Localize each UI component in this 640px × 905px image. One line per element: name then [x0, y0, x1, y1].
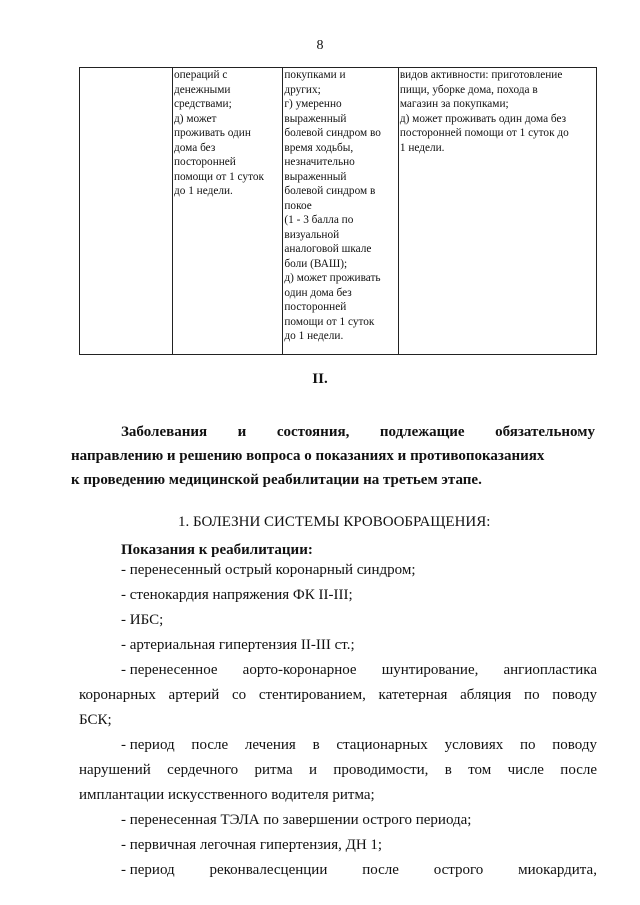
list-item-line — [79, 558, 597, 583]
list-item — [79, 733, 597, 808]
cell-text-line: до 1 недели. — [173, 185, 233, 197]
indications-label: Показания к реабилитации: — [121, 542, 313, 558]
list-item-word: острого — [433, 862, 484, 878]
cell-text-line: время ходьбы, — [284, 141, 354, 154]
section-roman-number: II. — [312, 371, 328, 387]
list-item-word: нарушений — [79, 762, 151, 778]
list-item-word: и — [308, 762, 318, 778]
list-item-word: - стенокардия напряжения ФК II-III; — [121, 587, 353, 603]
list-item-word: - первичная легочная гипертензия, ДН 1; — [121, 837, 383, 853]
cell-text-line: денежными — [173, 83, 231, 96]
cell-text-line: помощи от 1 суток — [284, 315, 375, 328]
list-item-line — [79, 708, 597, 733]
list-item-word: лечения — [244, 737, 296, 753]
list-item-word: по — [519, 737, 536, 753]
cell-text-line: пищи, уборке дома, похода в — [399, 83, 538, 96]
cell-text-line: (1 - 3 балла по — [284, 214, 354, 226]
list-item-word: - артериальная гипертензия II-III ст.; — [121, 637, 355, 653]
cell-text-line: боли (ВАШ); — [284, 257, 348, 270]
list-item-word: - период — [121, 737, 175, 753]
cell-text-line: покупками и — [284, 69, 346, 81]
continuation-table — [79, 67, 597, 355]
table-cell — [283, 68, 398, 355]
list-item-word: проводимости, — [333, 762, 429, 778]
cell-text-line: г) умеренно — [284, 98, 342, 110]
list-item-word: числе — [507, 762, 544, 778]
list-item-word: со — [231, 687, 247, 703]
list-item — [79, 558, 597, 583]
list-item — [79, 583, 597, 608]
cell-text-line: д) может проживать один дома без — [399, 112, 567, 125]
list-item-word: поводу — [552, 737, 597, 753]
list-item-word: артерий — [168, 687, 220, 703]
cell-text-line: аналоговой шкале — [284, 243, 372, 255]
list-item-word: том — [468, 762, 492, 778]
table-row — [80, 68, 597, 355]
cell-text-line: магазин за покупками; — [399, 98, 509, 110]
list-item — [79, 808, 597, 833]
cell-text-line: до 1 недели. — [284, 330, 344, 342]
list-item-word: - период — [121, 862, 175, 878]
list-item-word: сердечного — [167, 762, 239, 778]
cell-text-line: незначительно — [284, 156, 355, 168]
table-cell — [172, 68, 282, 355]
heading-word: к проведению медицинской реабилитации на третьем этапе. — [71, 472, 482, 488]
list-item-word: по — [524, 687, 540, 703]
list-item-line — [79, 608, 597, 633]
list-item — [79, 658, 597, 733]
list-item-word: - перенесенная ТЭЛА по завершении острого периода; — [121, 812, 472, 828]
cell-text-line: посторонней помощи от 1 суток до — [399, 127, 569, 139]
list-item-line — [79, 858, 597, 883]
list-item-word: миокардита, — [518, 862, 597, 878]
list-item-word: коронарных — [79, 687, 156, 703]
table-cell-empty — [80, 68, 173, 355]
heading-word: обязательному — [495, 424, 595, 440]
cell-text-line: видов активности: приготовление — [399, 69, 563, 81]
cell-text-line: д) может проживать — [284, 272, 381, 284]
list-item-word: - перенесенный острый коронарный синдром; — [121, 562, 416, 578]
table-cell — [398, 68, 596, 355]
list-item-word: БСК; — [79, 712, 112, 728]
list-item-line — [79, 833, 597, 858]
list-item-word: стентированием, — [258, 687, 366, 703]
page-number: 8 — [316, 38, 324, 53]
list-item — [79, 633, 597, 658]
cell-text-line: болевой синдром в — [284, 185, 376, 197]
list-item-word: шунтирование, — [381, 662, 479, 678]
list-item-word: - перенесенное — [121, 662, 218, 678]
cell-text-line: болевой синдром во — [284, 127, 381, 139]
subsection-title: 1. БОЛЕЗНИ СИСТЕМЫ КРОВООБРАЩЕНИЯ: — [178, 514, 491, 530]
cell-text-line: помощи от 1 суток — [173, 170, 265, 183]
list-item-word: ритма — [254, 762, 293, 778]
heading-line — [71, 444, 595, 468]
cell-text-line: 1 недели. — [399, 141, 445, 154]
cell-text-line: проживать один — [173, 127, 251, 139]
cell-text-line: выраженный — [284, 170, 347, 183]
heading-word: подлежащие — [379, 424, 465, 440]
heading-line — [71, 468, 595, 492]
list-item-word: поводу — [552, 687, 597, 703]
list-item-word: в — [444, 762, 452, 778]
list-item-word: после — [191, 737, 229, 753]
list-item-word: абляция — [460, 687, 512, 703]
cell-text-line: средствами; — [173, 98, 232, 110]
list-item-line — [79, 733, 597, 758]
list-item-word: после — [560, 762, 597, 778]
section-heading — [71, 420, 595, 492]
heading-word: и — [237, 424, 247, 440]
list-item-line — [79, 758, 597, 783]
list-item-line — [79, 808, 597, 833]
list-item-line — [79, 783, 597, 808]
heading-word: Заболевания — [121, 424, 208, 440]
list-item — [79, 833, 597, 858]
list-item — [79, 608, 597, 633]
list-item-word: в — [312, 737, 320, 753]
cell-text-line: один дома без — [284, 286, 352, 299]
cell-text-line: посторонней — [284, 301, 347, 313]
list-item-line — [79, 658, 597, 683]
cell-text-line: д) может — [173, 112, 217, 125]
list-item-word: после — [362, 862, 399, 878]
list-item-word: имплантации искусственного водителя ритма; — [79, 787, 375, 803]
cell-text-line: других; — [284, 83, 321, 96]
list-item-line — [79, 683, 597, 708]
list-item-word: аорто-коронарное — [242, 662, 357, 678]
list-item-word: ангиопластика — [503, 662, 597, 678]
cell-text-line: посторонней — [173, 156, 236, 168]
list-item-word: - ИБС; — [121, 612, 164, 628]
heading-word: направлению и решению вопроса о показаниях и противопоказаниях — [71, 448, 545, 464]
cell-text-line: визуальной — [284, 228, 340, 241]
cell-text-line: покое — [284, 199, 312, 212]
heading-word: состояния, — [276, 424, 350, 440]
cell-text-line: выраженный — [284, 112, 347, 125]
list-item-line — [79, 583, 597, 608]
list-item-word: реконвалесценции — [209, 862, 328, 878]
list-item-word: стационарных — [336, 737, 428, 753]
heading-line — [121, 420, 595, 444]
list-item-word: условиях — [444, 737, 504, 753]
list-item — [79, 858, 597, 883]
cell-text-line: дома без — [173, 141, 216, 154]
list-item-line — [79, 633, 597, 658]
indications-list — [79, 558, 597, 883]
cell-text-line: операций с — [173, 69, 228, 81]
list-item-word: катетерная — [378, 687, 448, 703]
